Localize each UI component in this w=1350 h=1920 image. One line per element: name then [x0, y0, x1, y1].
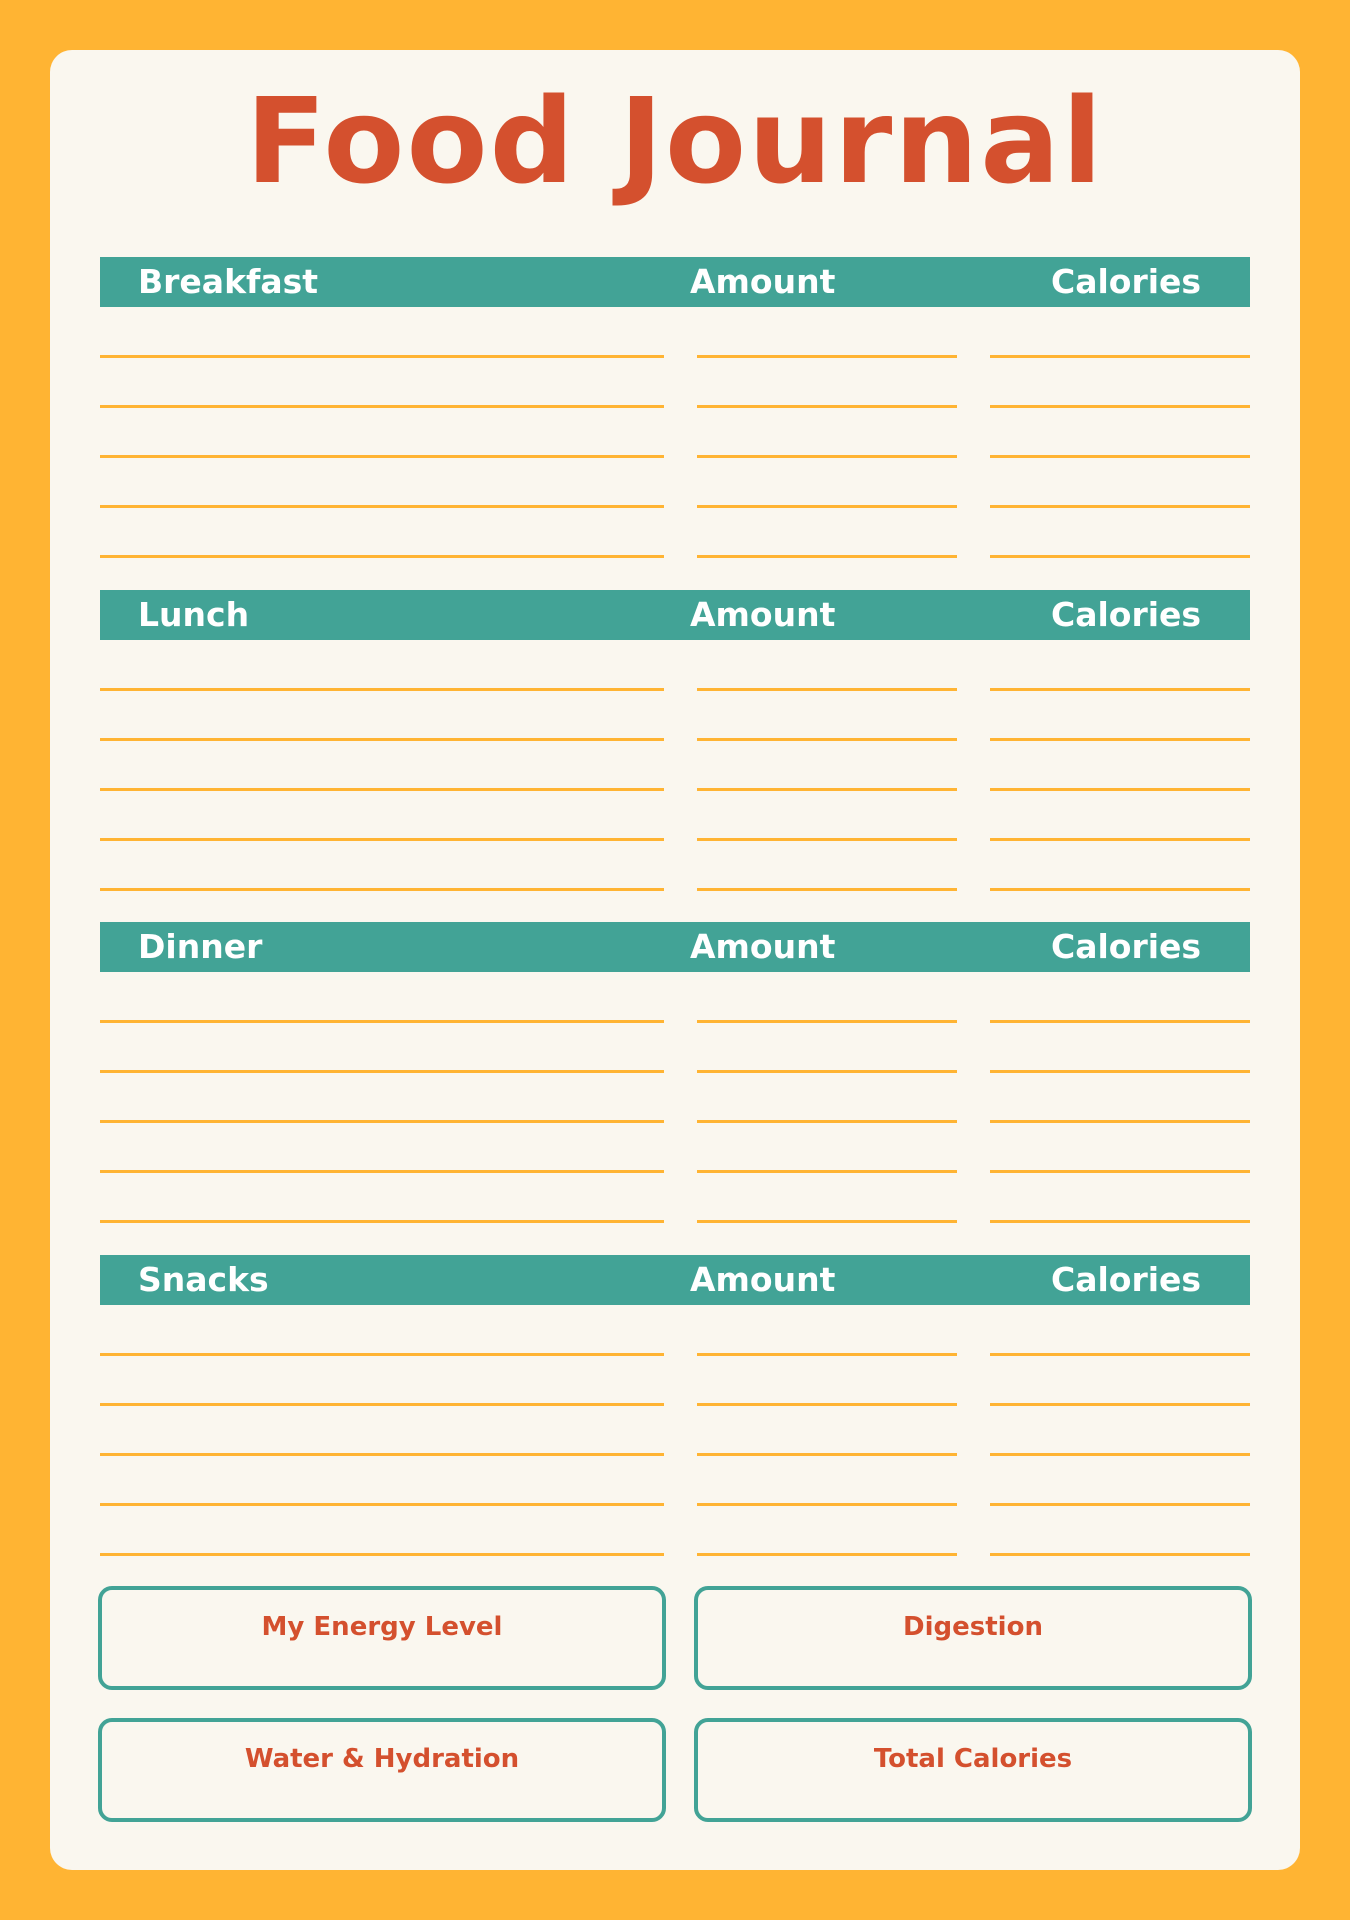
amount-line[interactable]: [697, 1070, 957, 1073]
amount-line[interactable]: [697, 738, 957, 741]
section-header: [100, 590, 1250, 640]
amount-line[interactable]: [697, 1453, 957, 1456]
amount-line[interactable]: [697, 1353, 957, 1356]
meal-label: Snacks: [138, 1260, 269, 1299]
food-line[interactable]: [100, 1220, 664, 1223]
food-line[interactable]: [100, 1353, 664, 1356]
food-line[interactable]: [100, 1553, 664, 1556]
food-line[interactable]: [100, 888, 664, 891]
total-calories-label: Total Calories: [873, 1744, 1073, 1774]
calories-label: Calories: [1051, 927, 1202, 966]
total-calories-box[interactable]: [694, 1718, 1252, 1822]
food-line[interactable]: [100, 1020, 664, 1023]
calories-line[interactable]: [990, 838, 1250, 841]
calories-line[interactable]: [990, 355, 1250, 358]
amount-line[interactable]: [697, 505, 957, 508]
calories-line[interactable]: [990, 555, 1250, 558]
food-line[interactable]: [100, 738, 664, 741]
calories-line[interactable]: [990, 1070, 1250, 1073]
section-header: [100, 922, 1250, 972]
food-line[interactable]: [100, 788, 664, 791]
food-line[interactable]: [100, 555, 664, 558]
digestion-box[interactable]: [694, 1586, 1252, 1690]
calories-line[interactable]: [990, 405, 1250, 408]
calories-line[interactable]: [990, 1120, 1250, 1123]
amount-line[interactable]: [697, 838, 957, 841]
calories-line[interactable]: [990, 1353, 1250, 1356]
digestion-label: Digestion: [903, 1612, 1043, 1642]
section-dinner: [100, 922, 1250, 972]
amount-line[interactable]: [697, 1403, 957, 1406]
meal-label: Breakfast: [138, 262, 319, 301]
calories-line[interactable]: [990, 1020, 1250, 1023]
calories-line[interactable]: [990, 1553, 1250, 1556]
calories-line[interactable]: [990, 1453, 1250, 1456]
amount-line[interactable]: [697, 405, 957, 408]
food-line[interactable]: [100, 1120, 664, 1123]
calories-line[interactable]: [990, 455, 1250, 458]
amount-line[interactable]: [697, 688, 957, 691]
food-line[interactable]: [100, 355, 664, 358]
food-line[interactable]: [100, 1503, 664, 1506]
food-line[interactable]: [100, 838, 664, 841]
section-snacks: [100, 1255, 1250, 1305]
calories-line[interactable]: [990, 688, 1250, 691]
food-line[interactable]: [100, 1453, 664, 1456]
calories-label: Calories: [1051, 595, 1202, 634]
amount-line[interactable]: [697, 1120, 957, 1123]
amount-label: Amount: [690, 927, 836, 966]
amount-line[interactable]: [697, 788, 957, 791]
food-line[interactable]: [100, 405, 664, 408]
amount-line[interactable]: [697, 455, 957, 458]
amount-label: Amount: [690, 262, 836, 301]
calories-label: Calories: [1051, 1260, 1202, 1299]
calories-line[interactable]: [990, 1220, 1250, 1223]
calories-line[interactable]: [990, 788, 1250, 791]
amount-line[interactable]: [697, 555, 957, 558]
calories-line[interactable]: [990, 1403, 1250, 1406]
calories-line[interactable]: [990, 1503, 1250, 1506]
food-line[interactable]: [100, 455, 664, 458]
page-title: Food Journal: [245, 72, 1105, 210]
section-header: [100, 1255, 1250, 1305]
amount-line[interactable]: [697, 1503, 957, 1506]
amount-line[interactable]: [697, 888, 957, 891]
food-line[interactable]: [100, 688, 664, 691]
energy-level-label: My Energy Level: [261, 1612, 503, 1642]
calories-line[interactable]: [990, 505, 1250, 508]
food-line[interactable]: [100, 1070, 664, 1073]
amount-label: Amount: [690, 1260, 836, 1299]
amount-line[interactable]: [697, 1170, 957, 1173]
section-lunch: [100, 590, 1250, 640]
calories-line[interactable]: [990, 1170, 1250, 1173]
meal-label: Dinner: [138, 927, 263, 966]
water-hydration-box[interactable]: [98, 1718, 666, 1822]
amount-line[interactable]: [697, 1220, 957, 1223]
water-hydration-label: Water & Hydration: [244, 1744, 520, 1774]
food-line[interactable]: [100, 505, 664, 508]
calories-label: Calories: [1051, 262, 1202, 301]
energy-level-box[interactable]: [98, 1586, 666, 1690]
amount-label: Amount: [690, 595, 836, 634]
amount-line[interactable]: [697, 1020, 957, 1023]
food-line[interactable]: [100, 1403, 664, 1406]
section-breakfast: [100, 257, 1250, 307]
calories-line[interactable]: [990, 888, 1250, 891]
section-header: [100, 257, 1250, 307]
meal-label: Lunch: [138, 595, 250, 634]
amount-line[interactable]: [697, 355, 957, 358]
food-line[interactable]: [100, 1170, 664, 1173]
calories-line[interactable]: [990, 738, 1250, 741]
amount-line[interactable]: [697, 1553, 957, 1556]
